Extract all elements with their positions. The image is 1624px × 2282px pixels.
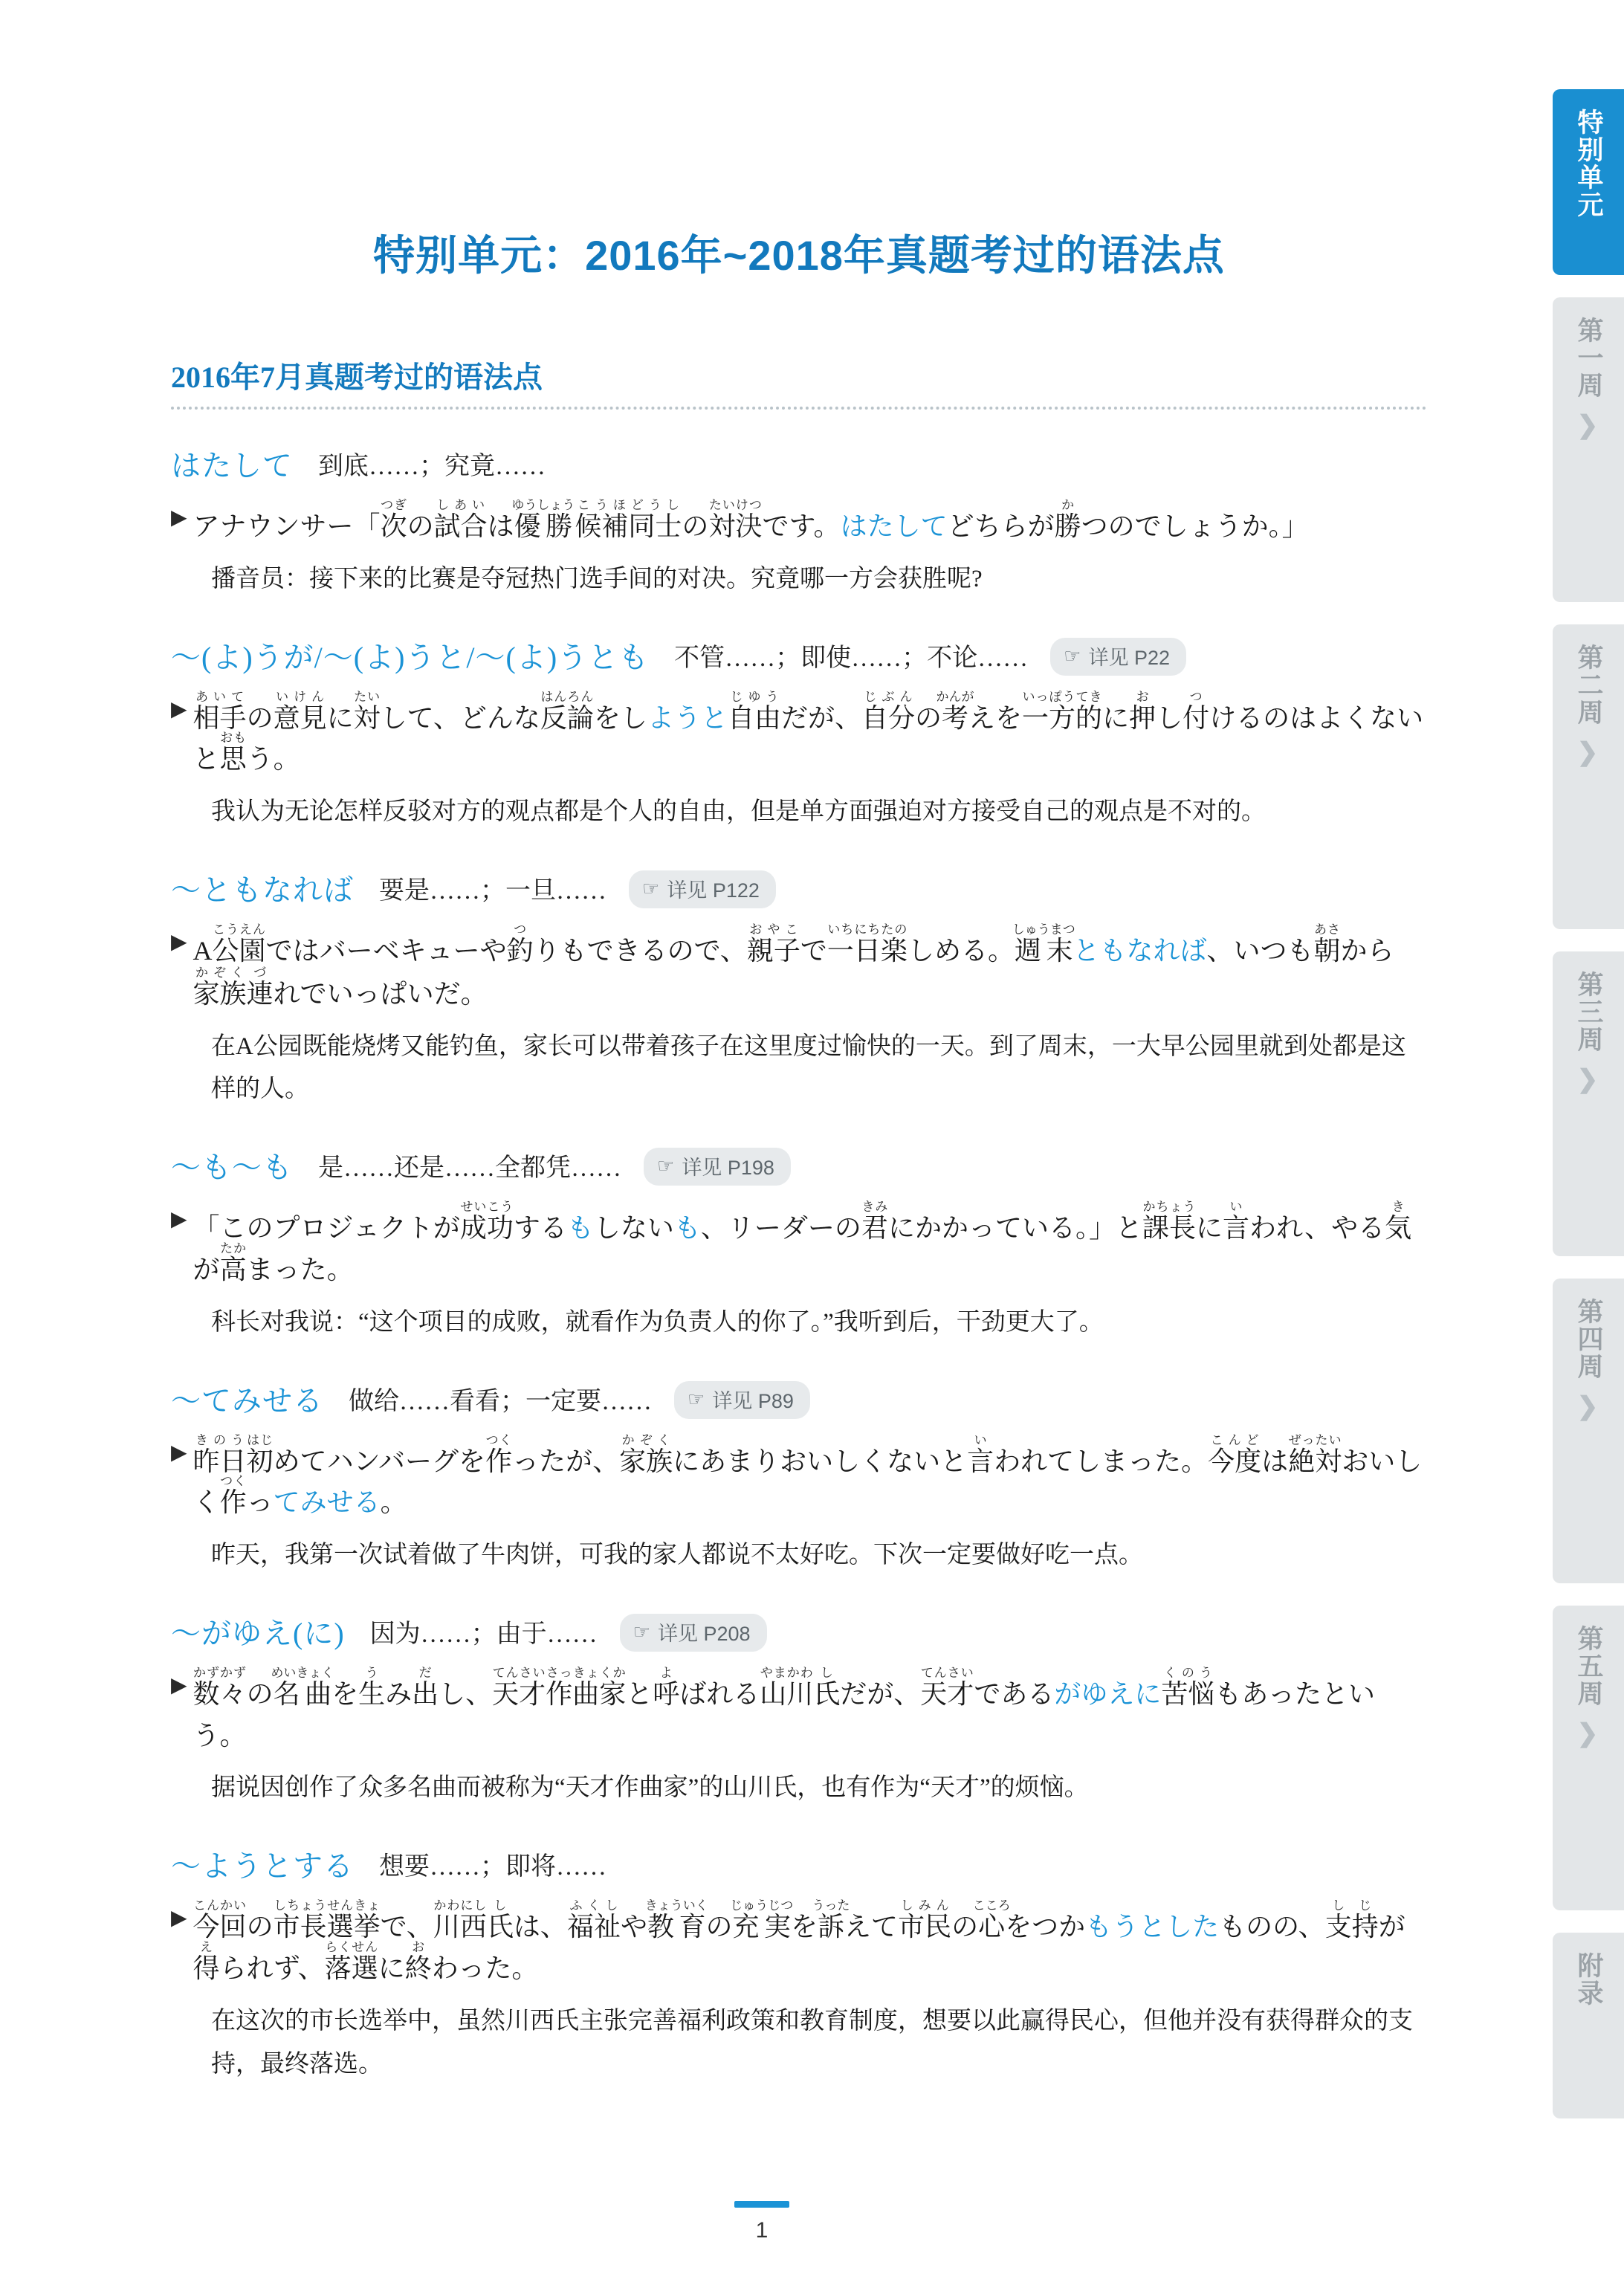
grammar-point: ～がゆえ(に) [171,1616,345,1650]
grammar-meaning: 不管……；即使……；不论…… [674,644,1029,672]
page-reference-label: 详见 P22 [1088,646,1171,669]
tab-week-5[interactable] [1553,1606,1624,1910]
chinese-translation: 播音员：接下来的比赛是夺冠热门选手间的对决。究竟哪一方会获胜呢? [211,565,983,592]
grammar-entry [171,1144,1427,1344]
page-reference-badge[interactable] [674,1381,810,1419]
grammar-meaning: 想要……；即将…… [379,1853,606,1881]
page-reference-label: 详见 P122 [667,879,760,902]
chevron-down-icon: ❯ [1576,411,1600,439]
tab-week-3[interactable] [1553,951,1624,1256]
japanese-example [171,1433,1427,1525]
hand-pointer-icon: ☞ [642,876,660,899]
grammar-meaning: 要是……；一旦…… [379,876,606,905]
grammar-meaning: 到底……；究竟…… [318,453,546,480]
grammar-point: ～(よ)うが/～(よ)うと/～(よ)うとも [171,640,650,674]
chevron-down-icon: ❯ [1576,1065,1600,1093]
chinese-translation: 在A公园既能烧烤又能钓鱼，家长可以带着孩子在这里度过愉快的一天。到了周末，一大早公园里就到处都是这样的人。 [211,1032,1406,1103]
japanese-text: A公園こうえんではバーベキューや釣つりもできるので、親子おやこで一日いちにち楽たのしめる。週末しゅうまつともなれば、いつも朝あさから家族かぞく連づれでいっぱいだ。 [193,922,1394,1009]
entry-header [171,634,1427,676]
page-reference-label: 详见 P89 [712,1389,794,1412]
japanese-text: 数々かずかずの名曲めいきょくを生うみ出だし、天才てんさい作曲家さっきょくかと呼よばれる山川やまかわ氏しだが、天才てんさいであるがゆえに苦悩くのうもあったという。 [193,1665,1375,1751]
page-reference-badge[interactable] [1050,638,1186,676]
japanese-text: 相手あいての意見いけんに対たいして、どんな反論はんろんをしようと自由じゆうだが、自分じぶんの考かんがえを一方的いっぽうてきに押おし付つけるのはよくないと思おもう。 [193,689,1424,775]
tab-label: 第二周 [1574,644,1603,726]
chinese-translation: 昨天，我第一次试着做了牛肉饼，可我的家人都说不太好吃。下次一定要做好吃一点。 [211,1542,1143,1569]
chinese-translation: 据说因创作了众多名曲而被称为“天才作曲家”的山川氏，也有作为“天才”的烦恼。 [211,1774,1089,1802]
hand-pointer-icon: ☞ [657,1154,675,1177]
entry-header [171,867,1427,909]
page-reference-label: 详见 P208 [657,1622,751,1645]
entry-header [171,442,1427,485]
page-reference-badge[interactable] [620,1614,767,1652]
grammar-entry [171,634,1427,834]
bullet-icon: ▶ [171,1907,187,1930]
tab-week-2[interactable] [1553,624,1624,929]
chapter-tab-rail [1535,0,1624,2282]
grammar-point: ～も～も [171,1151,293,1185]
bullet-icon: ▶ [171,1441,187,1464]
bullet-icon: ▶ [171,930,187,954]
grammar-entry [171,1377,1427,1577]
japanese-example [171,922,1427,1015]
tab-label: 特别单元 [1574,109,1603,219]
section-divider [171,407,1427,410]
japanese-example [171,498,1427,548]
tab-appendix[interactable] [1553,1933,1624,2118]
tab-label: 附录 [1574,1952,1603,2007]
tab-week-4[interactable] [1553,1279,1624,1583]
grammar-meaning: 因为……；由于…… [369,1620,598,1648]
japanese-example [171,1666,1427,1757]
japanese-example [171,1898,1427,1990]
grammar-point: はたして [171,449,293,482]
japanese-example [171,1200,1427,1291]
grammar-entry [171,867,1427,1111]
tab-special-unit[interactable] [1553,89,1624,275]
chinese-translation: 我认为无论怎样反驳对方的观点都是个人的自由，但是单方面强迫对方接受自己的观点是不对的。 [211,798,1266,826]
chevron-down-icon: ❯ [1576,1719,1600,1748]
grammar-entry [171,1843,1427,2086]
page-number: 1 [755,2218,769,2243]
hand-pointer-icon: ☞ [633,1620,650,1643]
grammar-entry [171,1610,1427,1810]
chevron-down-icon: ❯ [1576,1392,1600,1420]
hand-pointer-icon: ☞ [1064,644,1081,667]
tab-label: 第三周 [1574,971,1603,1053]
entry-header [171,1610,1427,1652]
japanese-text: 昨日きのう初はじめてハンバーグを作つくったが、家族かぞくにあまりおいしくないと言いわれてしまった。今度こんどは絶対ぜったいおいしく作つくってみせる。 [193,1432,1423,1518]
bullet-icon: ▶ [171,1673,187,1697]
page-footer [0,2201,1524,2243]
japanese-text: アナウンサー「次つぎの試合しあいは優勝ゆうしょう候補こうほ同士どうしの対決たいけつです。はたしてどちらが勝かつのでしょうか。」 [193,498,1309,541]
footer-rule [734,2201,789,2208]
bullet-icon: ▶ [171,697,187,721]
page-reference-badge[interactable] [644,1148,791,1186]
grammar-entry [171,442,1427,601]
entry-header [171,1144,1427,1186]
entry-header [171,1377,1427,1420]
grammar-meaning: 是……还是……全都凭…… [318,1154,621,1183]
tab-label: 第五周 [1574,1625,1603,1707]
grammar-point: ～ようとする [171,1849,354,1884]
section-heading: 2016年7月真题考过的语法点 [171,361,543,394]
grammar-point: ～てみせる [171,1383,323,1418]
japanese-text: 今回こんかいの市長しちょう選挙せんきょで、川西かわにし氏しは、福祉ふくしや教育きょういくの充実じゅうじつを訴うったえて市民しみんの心こころをつかもうとしたものの、支持しじが得えられず、落選らくせんに終おわった。 [193,1898,1405,1984]
tab-week-1[interactable] [1553,297,1624,602]
bullet-icon: ▶ [171,1208,187,1232]
chinese-translation: 科长对我说：“这个项目的成败，就看作为负责人的你了。”我听到后，干劲更大了。 [211,1308,1104,1336]
japanese-text: 「このプロジェクトが成功せいこうするもしないも、リーダーの君きみにかかっている。」と課長かちょうに言いわれ、やる気きが高たかまった。 [193,1200,1412,1284]
chevron-down-icon: ❯ [1576,738,1600,766]
tab-label: 第一周 [1574,317,1603,399]
hand-pointer-icon: ☞ [688,1387,705,1410]
page-reference-label: 详见 P198 [682,1157,774,1180]
grammar-point: ～ともなれば [171,873,354,907]
bullet-icon: ▶ [171,506,187,529]
page-title: 特别单元：2016年~2018年真题考过的语法点 [373,232,1225,279]
grammar-meaning: 做给……看看；一定要…… [349,1387,652,1415]
japanese-example [171,690,1427,781]
chinese-translation: 在这次的市长选举中，虽然川西氏主张完善福利政策和教育制度，想要以此赢得民心，但他并没有获得群众的支持，最终落选。 [211,2007,1413,2078]
page-reference-badge[interactable] [629,870,776,908]
entry-header [171,1843,1427,1885]
tab-label: 第四周 [1574,1298,1603,1380]
